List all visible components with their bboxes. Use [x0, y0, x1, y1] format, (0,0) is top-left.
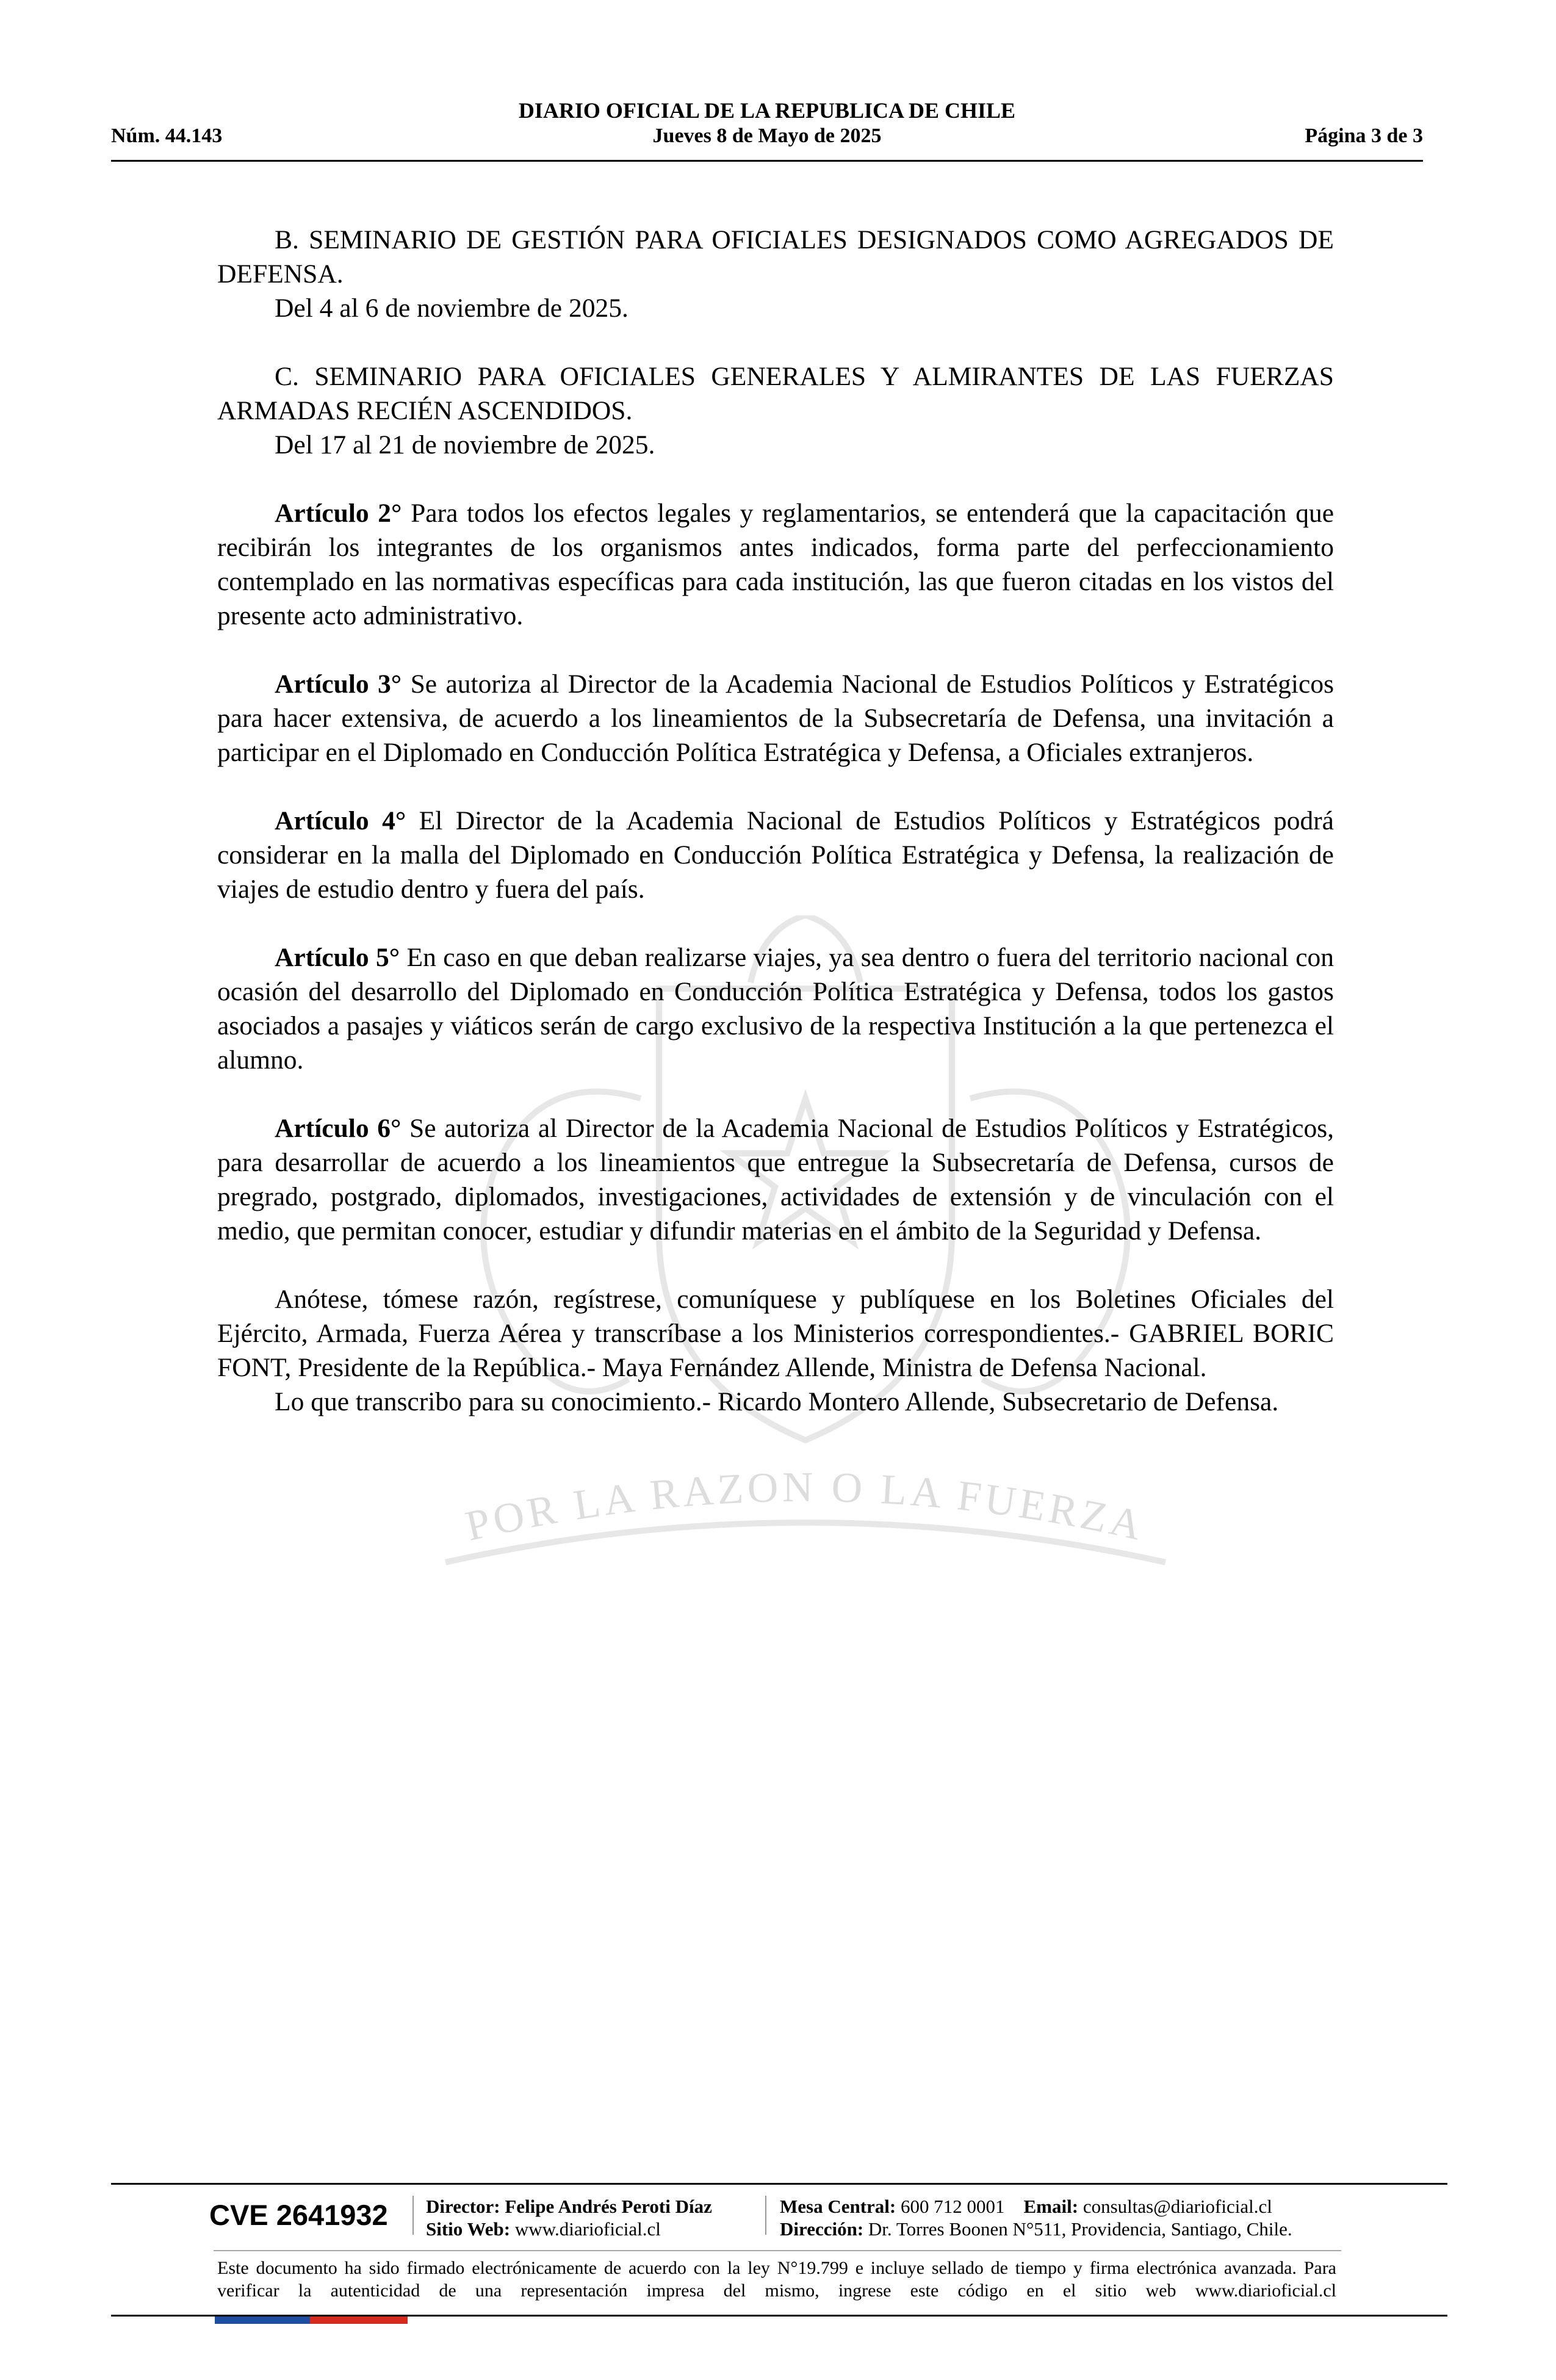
- address-value: Dr. Torres Boonen N°511, Providencia, Santiago, Chile.: [868, 2218, 1292, 2240]
- article-text: Se autoriza al Director de la Academia Nacional de Estudios Políticos y Estratégicos, para desarrollar de acuerdo a los lineamientos que entregue la Subsecretaría de Defensa, cursos de pregrado, postgrado, diplomados, investigaciones, actividades de extensión y de vinculación con el medio, que permitan conocer, estudiar y difundir materias en el ámbito de la Seguridad y Defensa.: [217, 1114, 1334, 1246]
- article-label: Artículo 6°: [275, 1114, 402, 1143]
- director-name: Felipe Andrés Peroti Díaz: [505, 2196, 712, 2217]
- article-3: [217, 667, 1334, 770]
- electronic-signature-notice: Este documento ha sido firmado electrónicamente de acuerdo con la ley N°19.799 e incluye sellado de tiempo y firma electrónica avanzada. Para verificar la autenticidad de una representación impresa del mismo, ingrese este código en el sitio web www.diarioficial.cl: [217, 2258, 1336, 2301]
- article-label: Artículo 3°: [275, 669, 402, 699]
- phone-value: 600 712 0001: [901, 2196, 1005, 2217]
- footer-divider: [412, 2196, 414, 2235]
- closing-paragraph: Anótese, tómese razón, regístrese, comuníquese y publíquese en los Boletines Oficiales del Ejército, Armada, Fuerza Aérea y transcríbase a los Ministerios correspondientes.- GABRIEL BORIC FONT, Presidente de la República.- Maya Fernández Allende, Ministra de Defensa Nacional.: [217, 1285, 1334, 1382]
- article-label: Artículo 4°: [275, 806, 406, 835]
- newspaper-title: DIARIO OFICIAL DE LA REPUBLICA DE CHILE: [518, 98, 1016, 123]
- article-label: Artículo 5°: [275, 943, 400, 972]
- address-label: Dirección:: [780, 2218, 864, 2240]
- transcription-paragraph: Lo que transcribo para su conocimiento.- Ricardo Montero Allende, Subsecretario de Defensa.: [275, 1387, 1279, 1416]
- article-text: En caso en que deban realizarse viajes, ya sea dentro o fuera del territorio nacional con ocasión del desarrollo del Diplomado en Conducción Política Estratégica y Defensa, todos los gastos asociados a pasajes y viáticos serán de cargo exclusivo de la respectiva Institución a la que pertenezca el alumno.: [217, 943, 1334, 1075]
- phone-label: Mesa Central:: [780, 2196, 896, 2217]
- cve-code: CVE 2641932: [209, 2199, 388, 2231]
- issue-number: Núm. 44.143: [111, 124, 223, 147]
- watermark-motto: POR LA RAZON O LA FUERZA: [461, 1463, 1150, 1551]
- document-body: [217, 223, 1334, 1419]
- footer-mid-rule: [214, 2250, 1341, 2251]
- article-6: [217, 1111, 1334, 1248]
- flag-stripe-blue: [215, 2317, 310, 2324]
- issue-date: Jueves 8 de Mayo de 2025: [652, 124, 882, 147]
- seminar-b-dates: Del 4 al 6 de noviembre de 2025.: [275, 294, 629, 323]
- email-label: Email:: [1023, 2196, 1079, 2217]
- footer-contact-block: [780, 2195, 1292, 2240]
- footer-top-rule: [111, 2183, 1447, 2185]
- article-2: [217, 496, 1334, 633]
- website-label: Sitio Web:: [426, 2218, 511, 2240]
- email-link[interactable]: consultas@diarioficial.cl: [1082, 2196, 1272, 2217]
- page-number: Página 3 de 3: [1305, 124, 1423, 147]
- seminar-c-dates: Del 17 al 21 de noviembre de 2025.: [275, 430, 655, 460]
- flag-stripe-red: [310, 2317, 408, 2324]
- footer-director-block: [426, 2195, 712, 2240]
- seminar-b-title: B. SEMINARIO DE GESTIÓN PARA OFICIALES DESIGNADOS COMO AGREGADOS DE DEFENSA.: [217, 225, 1334, 289]
- seminar-c-title: C. SEMINARIO PARA OFICIALES GENERALES Y ALMIRANTES DE LAS FUERZAS ARMADAS RECIÉN ASCENDIDOS.: [217, 362, 1334, 425]
- footer-divider: [765, 2196, 766, 2235]
- article-text: El Director de la Academia Nacional de Estudios Políticos y Estratégicos podrá considerar en la malla del Diplomado en Conducción Política Estratégica y Defensa, la realización de viajes de estudio dentro y fuera del país.: [217, 806, 1334, 904]
- website-link[interactable]: www.diarioficial.cl: [514, 2218, 661, 2240]
- article-label: Artículo 2°: [275, 499, 402, 528]
- article-text: Se autoriza al Director de la Academia Nacional de Estudios Políticos y Estratégicos para hacer extensiva, de acuerdo a los lineamientos de la Subsecretaría de Defensa, una invitación a participar en el Diplomado en Conducción Política Estratégica y Defensa, a Oficiales extranjeros.: [217, 669, 1334, 767]
- article-4: [217, 804, 1334, 906]
- article-5: [217, 940, 1334, 1077]
- article-text: Para todos los efectos legales y reglamentarios, se entenderá que la capacitación que recibirán los integrantes de los organismos antes indicados, forma parte del perfeccionamiento contemplado en las normativas específicas para cada institución, las que fueron citadas en los vistos del presente acto administrativo.: [217, 499, 1334, 630]
- director-label: Director:: [426, 2196, 500, 2217]
- page-header: [111, 93, 1423, 162]
